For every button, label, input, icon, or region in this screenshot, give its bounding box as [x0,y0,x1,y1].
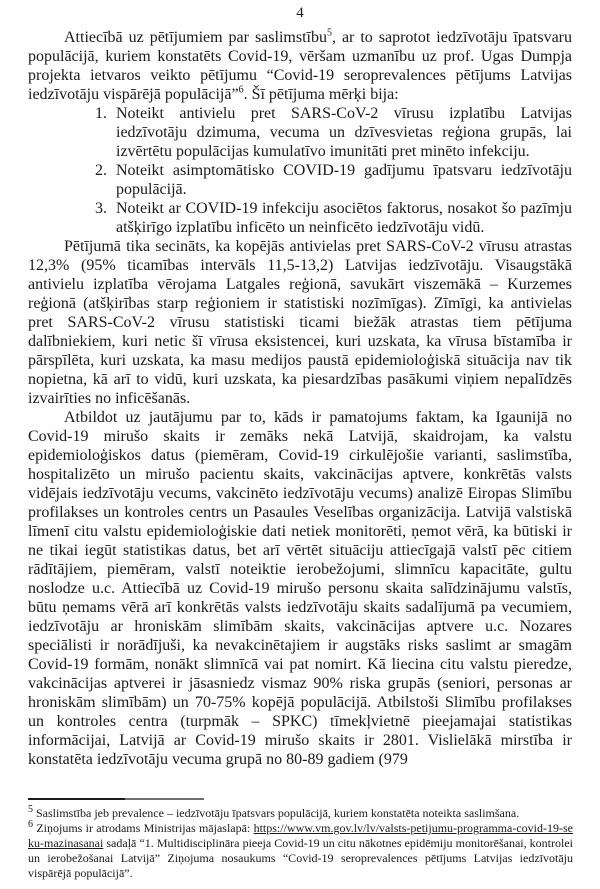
paragraph-mortality: Atbildot uz jautājumu par to, kāds ir pamatojums faktam, ka Igaunijā no Covid-19 mirušo skaits ir zemāks nekā Latvijā, skaidrojam, ka valstu epidemioloģiskos datus (piemēram, Covid-19 cirkulējošie varianti, saslimstība, hospitalizēto un mirušo pacientu skaits, vakcinācijas aptvere, konkrētās valsts vidējais iedzīvotāju vecums, vakcinēto iedzīvotāju vecums) analizē Eiropas Slimību profilakses un kontroles centrs un Pasaules Veselības organizācija. Latvijā valstiskā līmenī citu valstu epidemioloģiskie dati netiek monitorēti, ņemot vērā, ka būtiski ir ne tikai iegūt statistikas datus, bet arī vērtēt situāciju attiecīgajā valstī pēc citiem rādītājiem, piemēram, valstī noteiktie ierobežojumi, slimnīcu kapacitāte, gultu noslodze u.c. Attiecībā uz Covid-19 mirušo personu skaita salīdzinājumu valstīs, būtu ņemams vērā arī konkrētās valsts iedzīvotāju skaits sadalījumā pa vecumiem, iedzīvotāju ar hroniskām slimībām skaits, vakcinācijas aptvere u.c. Nozares speciālisti ir norādījuši, ka nevakcinētajiem ir augstāks risks saslimt ar smagām Covid-19 formām, nonākt slimnīcā vai pat nomirt. Kā liecina citu valstu pieredze, vakcinācijas aptverei ir jāsasniedz vismaz 90% riska grupās (seniori, personas ar hroniskām slimībām) un 70-75% kopējā populācijā. Atbilstoši Slimību profilakses un kontroles centra (turpmāk – SPKC) tīmekļvietnē pieejamajai statistikas informācijai, Latvijā ar Covid-19 mirušo skaits ir 2801. Vislielākā mirstība ir konstatēta iedzīvotāju vecuma grupā no 80-89 gadiem (979 [28,409,572,768]
footnote-5-text: Saslimstība jeb prevalence – iedzīvotāju īpatsvars populācijā, kuriem konstatēta noteikta saslimšana. [36,806,520,820]
list-item [95,199,572,237]
list-item-text: Noteikt asimptomātisko COVID-19 gadījumu īpatsvaru iedzīvotāju populācijā. [116,162,572,198]
footnote-6-url-link[interactable]: https://www.vm.gov.lv/lv/valsts-petijumu-programma-covid-19-seku-mazinasanai [28,821,573,850]
paragraph-intro [28,28,572,104]
paragraph-findings: Pētījumā tika secināts, ka kopējās antivielas pret SARS-CoV-2 vīrusu atrastas 12,3% (95% ticamības intervāls 11,5-13,2) Latvijas iedzīvotāju. Visaugstākā antivielu izplatība vērojama Latgales reģionā, savukārt viszemākā – Kurzemes reģionā (atšķirības starp reģioniem ir statistiski nozīmīgas). Zīmīgi, ka antivielas pret SARS-CoV-2 vīrusu statistiski ticami biežāk atrastas tiem pētījuma dalībniekiem, kuri netic šī vīrusa eksistencei, kuri uzskata, ka vīrusa bīstamība ir pārspīlēta, kuri uzskata, ka masu medijos paustā epidemioloģiskā situācija nav tik nopietna, kā arī to vidū, kuri uzskata, ka piesardzības pasākumi viņiem nepalīdzēs izvairīties no inficēšanās. [28,238,572,407]
page-number: 4 [296,5,304,21]
intro-segment-2: , ar to saprotot iedzīvotāju īpatsvaru populācijā, kuriem konstatēts Covid-19, vēršam uzmanību uz prof. Ugas Dumpja projekta ietvaros veikto pētījumu “Covid-19 seroprevalences pētījums Latvijas iedzīvotāju vispārējā populācijā” [28,29,573,103]
footnote-6 [28,821,573,881]
footnote-ref-5: 5 [326,27,332,39]
footnote-6-marker: 6 [28,819,33,830]
list-item-number: 3. [95,200,107,217]
list-item [95,161,572,199]
list-item-number: 2. [95,162,107,179]
footnote-6-text-before-link: Ziņojums ir atrodams Ministrijas mājaslapā: [36,821,251,835]
list-item [95,104,572,161]
footnote-5 [28,806,573,821]
footnote-area [28,798,573,881]
document-body [28,28,572,769]
footnote-5-marker: 5 [28,804,33,815]
footnote-6-text-after-link: sadaļā “1. Multidisciplināra pieeja Covid-19 un citu nākotnes epidēmiju monitorēšanai, kontrolei un ierobežošanai Latvijā” Ziņojuma nosaukums “Covid-19 seroprevalences pētījums Latvijas iedzīvotāju vispārējā populācijā”. [28,836,573,880]
list-item-number: 1. [95,105,107,122]
intro-segment-3: . Šī pētījuma mērķi bija: [243,86,399,103]
list-item-text: Noteikt ar COVID-19 infekciju asociētos faktorus, nosakot šo pazīmju atšķirīgo izplatību inficēto un neinficēto iedzīvotāju vidū. [116,200,572,236]
footnote-ref-6: 6 [238,84,244,96]
objectives-list [95,104,572,237]
footnote-separator-rule [28,798,204,800]
intro-segment-1: Attiecībā uz pētījumiem par saslimstību [64,29,327,46]
list-item-text: Noteikt antivielu pret SARS-CoV-2 vīrusu izplatību Latvijas iedzīvotāju dzimuma, vecuma un dzīvesvietas reģiona grupās, lai izvērtētu populācijas kumulatīvo imunitāti pret minēto infekciju. [116,105,572,160]
